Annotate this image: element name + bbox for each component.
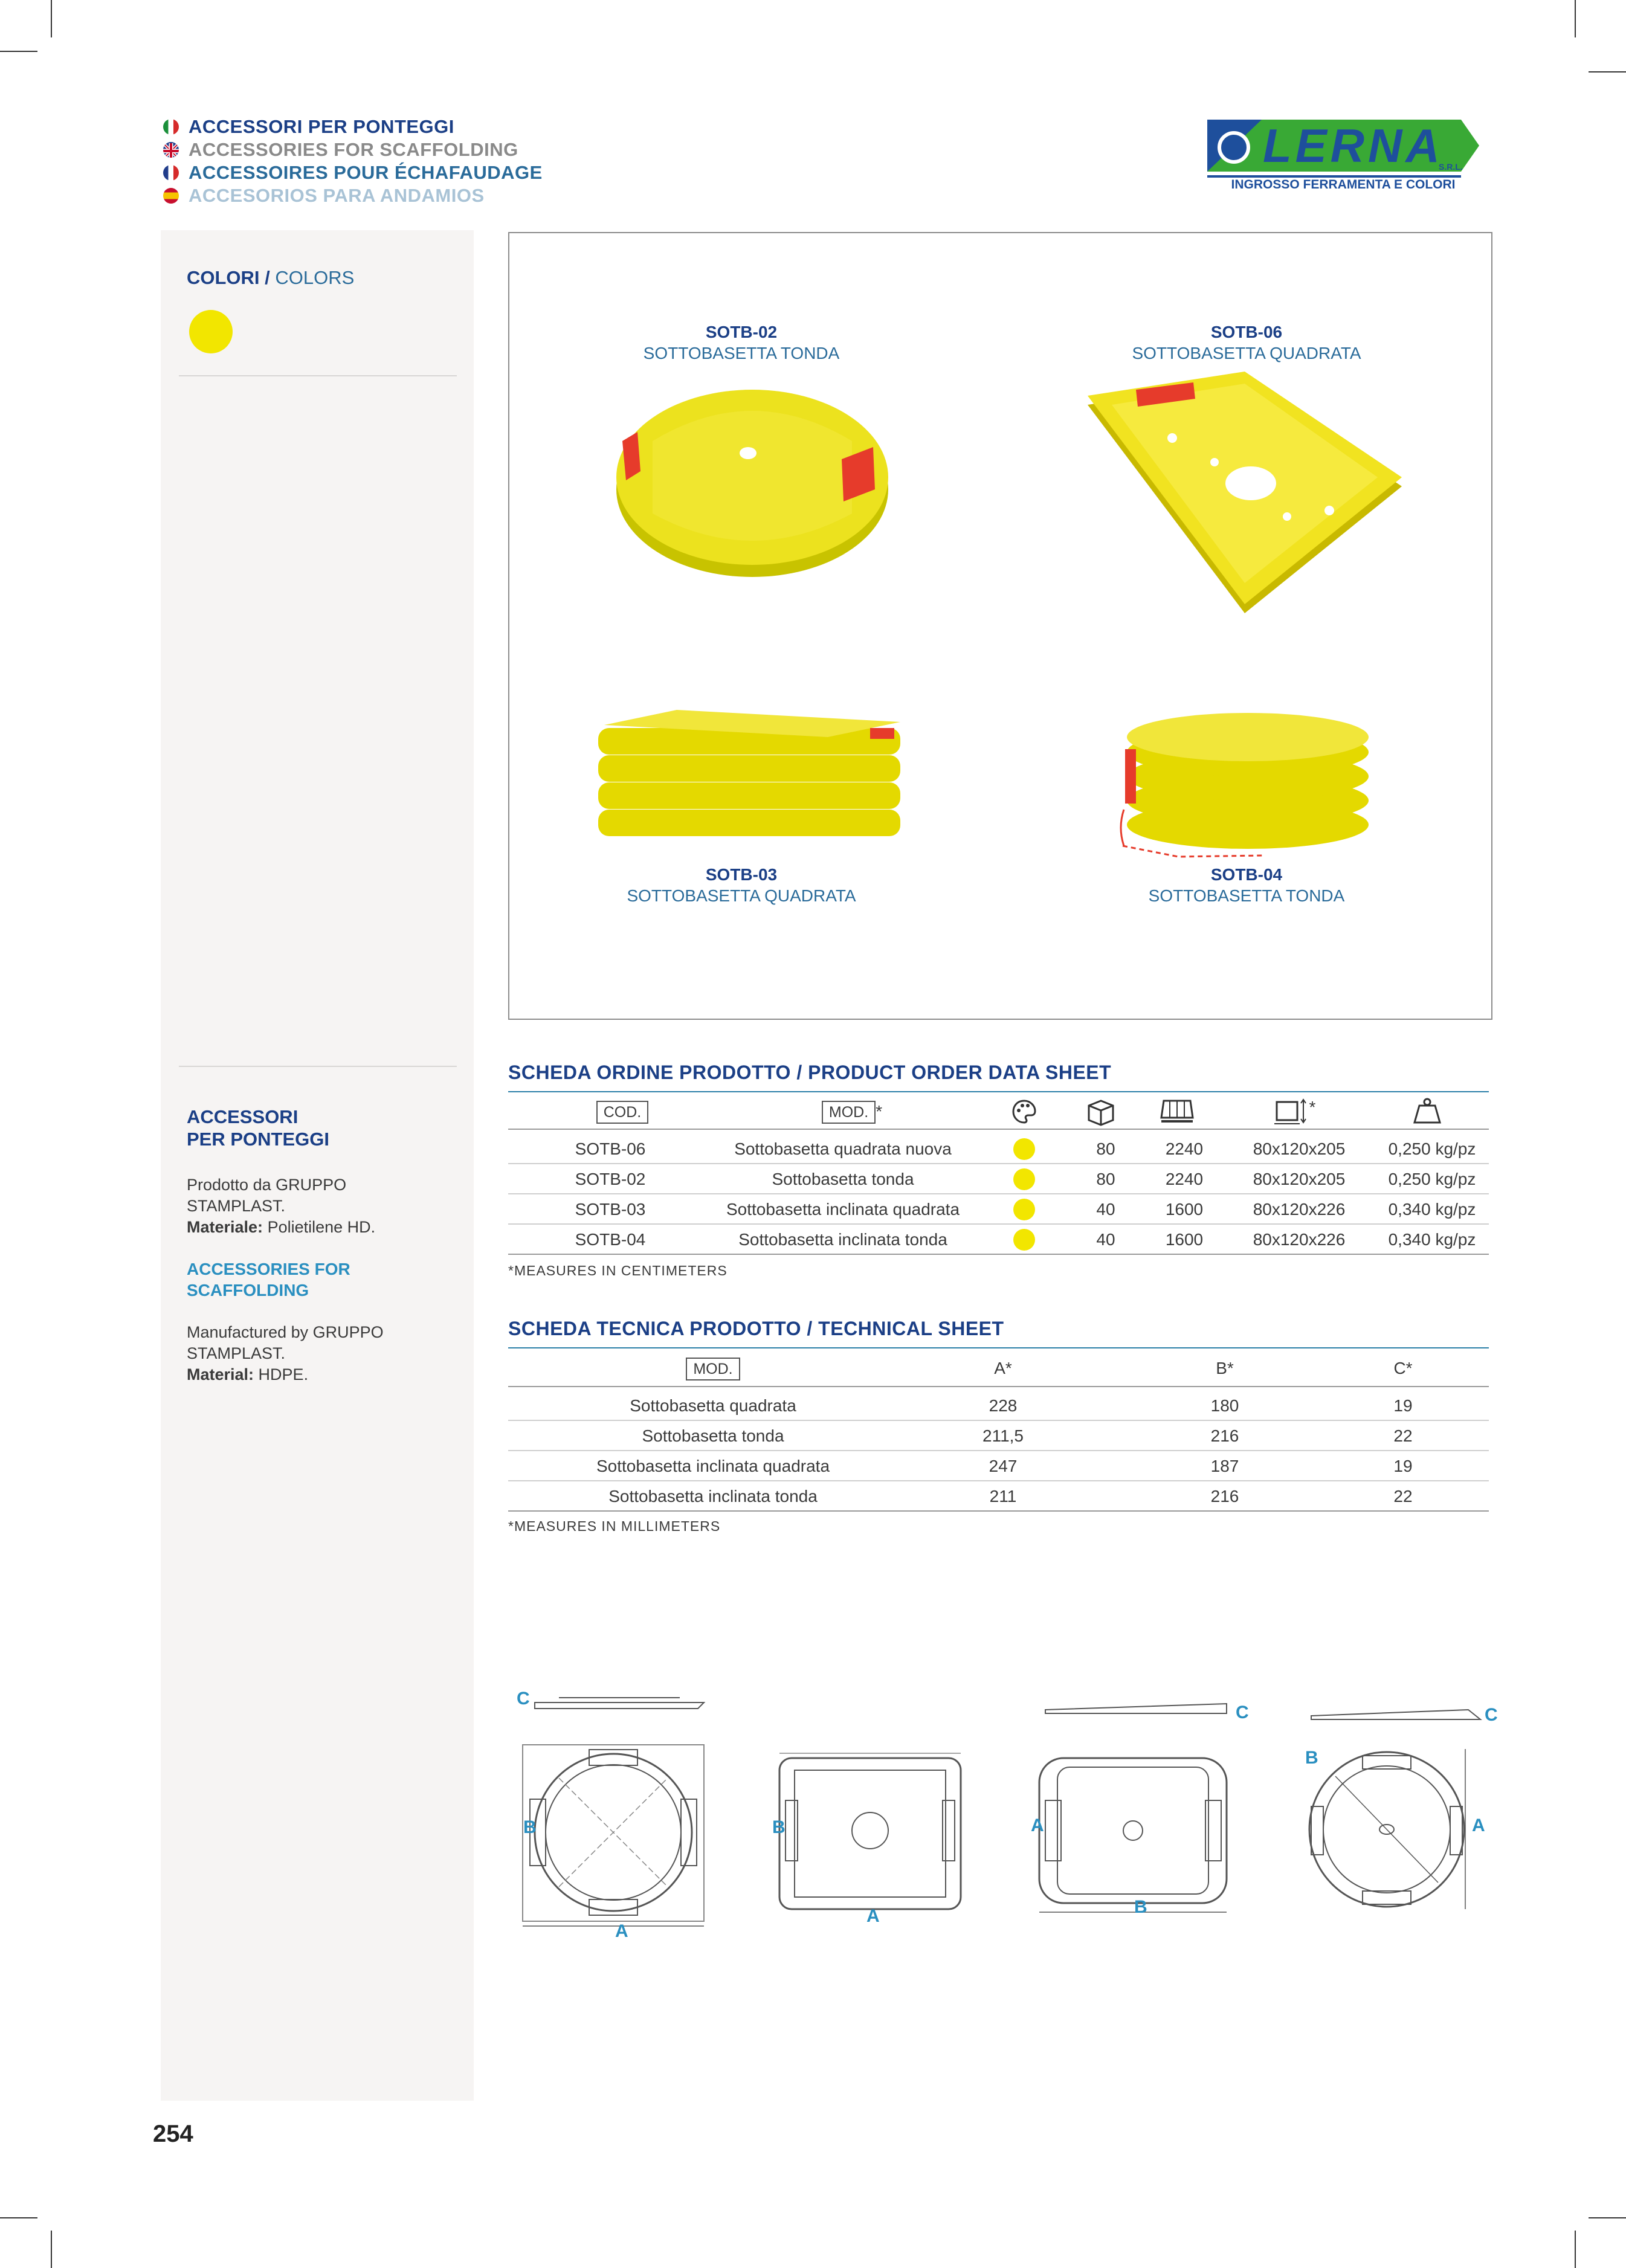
order-cell-mod: Sottobasetta quadrata nuova	[734, 1139, 952, 1158]
tech-cell-c: 22	[1393, 1426, 1413, 1445]
crop-mark	[1589, 71, 1626, 72]
crop-mark	[51, 2231, 52, 2268]
lang-en	[163, 139, 518, 161]
order-cell-mod: Sottobasetta inclinata quadrata	[726, 1200, 960, 1219]
order-cell-dimensions: 80x120x226	[1253, 1230, 1346, 1249]
tech-cell-a: 247	[989, 1457, 1018, 1475]
tech-cell-a: 211,5	[982, 1426, 1024, 1445]
dim-label-c: C	[517, 1689, 530, 1709]
dim-label-a: A	[1472, 1815, 1485, 1835]
order-header-rule	[508, 1129, 1489, 1130]
colors-heading: COLORI / COLORS	[187, 267, 355, 288]
order-cell-cod: SOTB-04	[575, 1230, 646, 1249]
it-description: Prodotto da GRUPPO STAMPLAST. Materiale: Polietilene HD.	[187, 1176, 376, 1236]
dim-label-b: B	[1305, 1748, 1318, 1768]
yellow-color-dot	[1013, 1199, 1035, 1220]
tech-cell-c: 19	[1393, 1457, 1413, 1475]
col-header-mod: MOD. *	[804, 1097, 900, 1127]
spain-flag-icon	[163, 188, 179, 204]
tech-cell-c: 22	[1393, 1487, 1413, 1506]
en-description: Manufactured by GRUPPO STAMPLAST. Material: HDPE.	[187, 1323, 384, 1384]
technical-drawing-inclined-square	[1033, 1692, 1239, 1921]
lang-label: ACCESSORI PER PONTEGGI	[189, 116, 454, 137]
dim-label-b: B	[523, 1817, 537, 1837]
order-cell-cod: SOTB-06	[575, 1139, 646, 1158]
order-cell-pallet-qty: 2240	[1165, 1139, 1204, 1158]
tech-sheet-rule	[508, 1347, 1489, 1348]
france-flag-icon	[163, 165, 179, 181]
crop-mark	[1589, 2217, 1626, 2218]
product-image-sotb-06	[1076, 372, 1414, 625]
tech-cell-a: 211	[989, 1487, 1017, 1506]
crop-mark	[0, 2217, 37, 2218]
company-logo	[1207, 116, 1479, 195]
crop-mark	[1575, 2231, 1576, 2268]
product-label-sotb-06: SOTB-06 SOTTOBASETTA QUADRATA	[1132, 323, 1361, 362]
tech-cell-mod: Sottobasetta quadrata	[630, 1396, 796, 1415]
order-cell-weight: 0,340 kg/pz	[1388, 1230, 1476, 1249]
lang-label: ACCESSORIES FOR SCAFFOLDING	[189, 139, 518, 160]
col-header-cod: COD.	[580, 1097, 665, 1127]
yellow-color-dot	[1013, 1168, 1035, 1190]
logo-name: LERNA	[1263, 119, 1444, 172]
en-title: ACCESSORIES FOR SCAFFOLDING	[187, 1260, 350, 1300]
divider	[179, 375, 457, 376]
technical-drawing-round	[511, 1684, 716, 1944]
logo-suffix: S.R.L.	[1439, 162, 1463, 172]
order-sheet-title: SCHEDA ORDINE PRODOTTO / PRODUCT ORDER DATA SHEET	[508, 1062, 1112, 1083]
product-label-sotb-03: SOTB-03 SOTTOBASETTA QUADRATA	[627, 865, 856, 905]
tech-col-c: C*	[1393, 1359, 1413, 1377]
order-cell-cod: SOTB-03	[575, 1200, 646, 1219]
crop-mark	[1575, 0, 1576, 37]
logo-tagline: INGROSSO FERRAMENTA E COLORI	[1231, 178, 1456, 192]
product-image-sotb-02	[610, 369, 894, 580]
tech-cell-a: 228	[989, 1396, 1018, 1415]
order-cell-box-qty: 40	[1096, 1230, 1115, 1249]
order-cell-dimensions: 80x120x226	[1253, 1200, 1346, 1219]
pallet-quantity-icon	[1159, 1097, 1195, 1125]
dim-label-a: A	[615, 1921, 628, 1941]
yellow-color-dot	[1013, 1229, 1035, 1251]
yellow-color-dot	[1013, 1138, 1035, 1160]
tech-col-a: A*	[994, 1359, 1012, 1377]
box-dimensions-icon	[1272, 1097, 1309, 1126]
sidebar	[161, 230, 474, 2101]
product-label-sotb-02: SOTB-02 SOTTOBASETTA TONDA	[643, 323, 840, 362]
lang-fr	[163, 162, 543, 184]
tech-header-rule	[508, 1386, 1489, 1387]
crop-mark	[51, 0, 52, 37]
tech-cell-b: 180	[1210, 1396, 1239, 1415]
weight-icon	[1412, 1096, 1442, 1126]
box-quantity-icon	[1085, 1097, 1117, 1126]
dim-label-b: B	[1134, 1897, 1147, 1917]
dim-label-a: A	[866, 1906, 880, 1926]
product-label-sotb-04: SOTB-04 SOTTOBASETTA TONDA	[1148, 865, 1345, 905]
order-cell-box-qty: 80	[1096, 1139, 1115, 1158]
tech-sheet-note: *MEASURES IN MILLIMETERS	[508, 1518, 721, 1534]
dim-label-a: A	[1031, 1815, 1044, 1835]
order-cell-box-qty: 40	[1096, 1200, 1115, 1219]
tech-cell-b: 216	[1210, 1487, 1239, 1506]
lang-es	[163, 185, 485, 207]
order-cell-mod: Sottobasetta tonda	[772, 1170, 914, 1188]
uk-flag-icon	[163, 142, 179, 158]
product-image-sotb-03	[592, 707, 918, 852]
order-cell-weight: 0,250 kg/pz	[1388, 1139, 1476, 1158]
dim-label-c: C	[1485, 1705, 1498, 1725]
order-cell-dimensions: 80x120x205	[1253, 1170, 1346, 1188]
order-cell-dimensions: 80x120x205	[1253, 1139, 1346, 1158]
tech-sheet-title: SCHEDA TECNICA PRODOTTO / TECHNICAL SHEET	[508, 1318, 1004, 1339]
order-cell-weight: 0,340 kg/pz	[1388, 1200, 1476, 1219]
crop-mark	[0, 51, 37, 52]
lang-label: ACCESORIOS PARA ANDAMIOS	[189, 185, 485, 206]
tech-cell-b: 187	[1210, 1457, 1239, 1475]
dim-label-c: C	[1236, 1703, 1249, 1722]
order-cell-cod: SOTB-02	[575, 1170, 646, 1188]
it-title: ACCESSORI PER PONTEGGI	[187, 1106, 329, 1150]
row-divider	[508, 1510, 1489, 1512]
order-cell-box-qty: 80	[1096, 1170, 1115, 1188]
page-number: 254	[153, 2121, 193, 2147]
dim-label-b: B	[772, 1817, 786, 1837]
tech-cell-mod: Sottobasetta inclinata quadrata	[596, 1457, 830, 1475]
italy-flag-icon	[163, 119, 179, 135]
color-palette-icon	[1011, 1098, 1037, 1125]
tech-col-mod: MOD.	[665, 1353, 761, 1384]
technical-drawing-square	[773, 1752, 967, 1915]
technical-drawing-inclined-round	[1299, 1692, 1492, 1945]
lang-it	[163, 116, 454, 138]
order-sheet-rule	[508, 1091, 1489, 1092]
order-cell-pallet-qty: 1600	[1165, 1200, 1204, 1219]
order-cell-weight: 0,250 kg/pz	[1388, 1170, 1476, 1188]
tech-cell-mod: Sottobasetta inclinata tonda	[608, 1487, 818, 1506]
tech-col-b: B*	[1216, 1359, 1234, 1377]
divider	[179, 1066, 457, 1067]
color-swatch-yellow	[189, 310, 233, 353]
order-cell-pallet-qty: 2240	[1165, 1170, 1204, 1188]
order-cell-pallet-qty: 1600	[1165, 1230, 1204, 1249]
dimensions-star: *	[1309, 1098, 1316, 1116]
order-sheet-note: *MEASURES IN CENTIMETERS	[508, 1263, 728, 1278]
order-cell-mod: Sottobasetta inclinata tonda	[738, 1230, 947, 1249]
tech-cell-b: 216	[1210, 1426, 1239, 1445]
tech-cell-mod: Sottobasetta tonda	[642, 1426, 784, 1445]
product-image-sotb-04	[1118, 707, 1378, 864]
row-divider	[508, 1254, 1489, 1255]
tech-cell-c: 19	[1393, 1396, 1413, 1415]
lang-label: ACCESSOIRES POUR ÉCHAFAUDAGE	[189, 162, 543, 183]
